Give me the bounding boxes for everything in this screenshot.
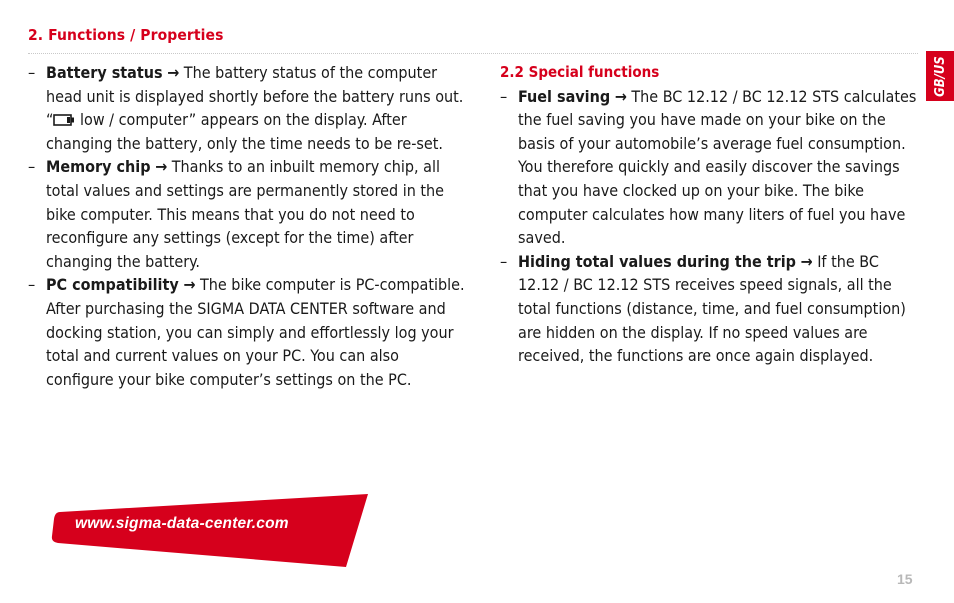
term-pc-compatibility: PC compatibility — [46, 275, 179, 295]
arrow-icon: → — [183, 275, 196, 295]
subsection-title: 2.2 Special functions — [500, 63, 660, 81]
battery-status-text-1: The battery status of the computer head unit is displayed shortly before the battery runs out. “ — [46, 63, 464, 130]
term-fuel-saving: Fuel saving — [518, 86, 611, 106]
language-tab — [926, 51, 954, 101]
list-dash: – — [500, 86, 508, 106]
list-item-hiding-totals — [500, 250, 920, 368]
term-memory-chip: Memory chip — [46, 157, 151, 177]
arrow-icon: → — [614, 86, 627, 106]
list-dash: – — [28, 63, 36, 82]
list-item-pc-compatibility — [28, 273, 470, 391]
arrow-icon: → — [155, 157, 168, 177]
website-link[interactable]: www.sigma-data-center.com — [75, 515, 289, 532]
arrow-icon: → — [167, 63, 180, 82]
list-item-battery-status — [28, 61, 470, 155]
list-dash: – — [500, 251, 508, 271]
hiding-totals-text: If the BC 12.12 / BC 12.12 STS receives speed signals, all the total functions (distance, time, and fuel consumption) are hidden on the display. If no speed values are received, the functions are once again displayed. — [518, 251, 906, 366]
fuel-saving-text: The BC 12.12 / BC 12.12 STS calculates the fuel saving you have made on your bike on the basis of your automobile’s average fuel consumption. You therefore quickly and easily discover the savings that you have clocked up on your bike. The bike computer calculates how many liters of fuel you have saved. — [518, 86, 917, 248]
language-tab-label: GB/US — [932, 55, 948, 97]
pc-compatibility-text: The bike computer is PC-compatible. After purchasing the SIGMA DATA CENTER software and docking station, you can simply and effortlessly log your total and current values on your PC. You can also configure your bike computer’s settings on the PC. — [46, 275, 465, 389]
page-number: 15 — [897, 571, 913, 587]
section-title: 2. Functions / Properties — [28, 26, 224, 44]
right-column — [500, 61, 920, 368]
battery-status-text-2: low / computer” appears on the display. After changing the battery, only the time needs to be re-set. — [46, 110, 443, 153]
memory-chip-text: Thanks to an inbuilt memory chip, all total values and settings are permanently stored in the bike computer. This means that you do not need to reconfigure any settings (except for the time) after changing the battery. — [46, 157, 445, 271]
battery-low-icon — [53, 113, 75, 127]
term-hiding-totals: Hiding total values during the trip — [518, 251, 796, 271]
list-dash: – — [28, 157, 36, 177]
left-column — [28, 61, 470, 391]
term-battery-status: Battery status — [46, 63, 163, 82]
list-item-memory-chip — [28, 155, 470, 273]
list-dash: – — [28, 275, 36, 295]
dotted-divider — [28, 53, 918, 54]
list-item-fuel-saving — [500, 85, 920, 250]
arrow-icon: → — [800, 251, 813, 271]
